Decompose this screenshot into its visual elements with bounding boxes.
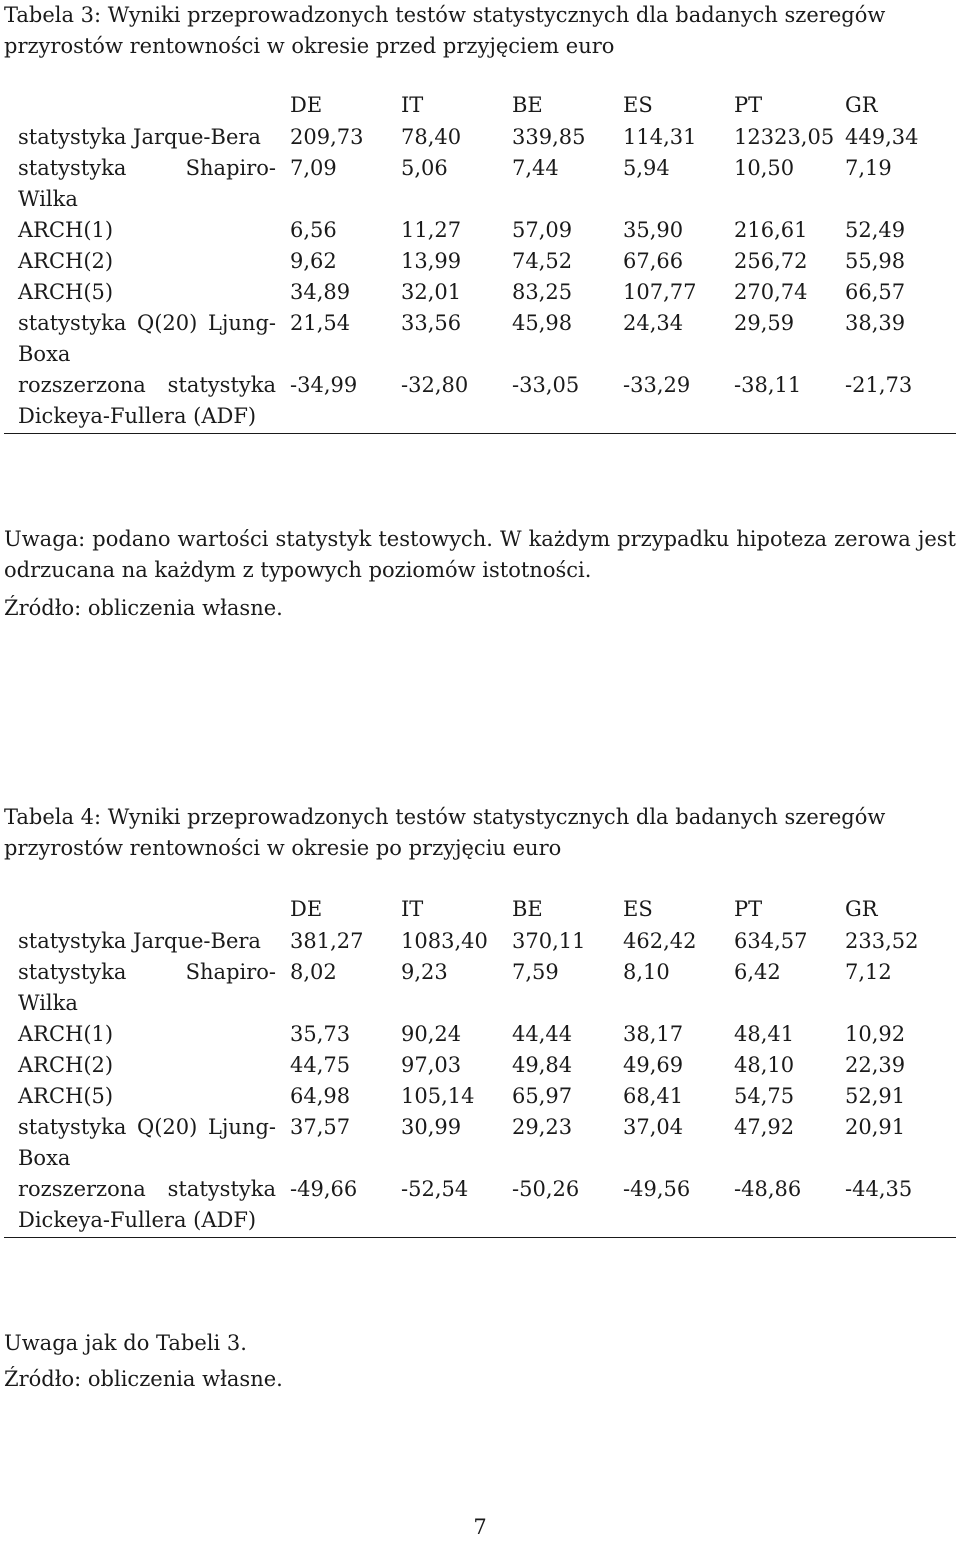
- table-cell: 37,57: [290, 1115, 351, 1139]
- row-label: statystyka Q(20) Ljung-Boxa: [18, 311, 276, 366]
- table-3-corner: [4, 70, 290, 122]
- table-cell: 38,39: [845, 311, 906, 335]
- table-cell: 5,06: [401, 156, 448, 180]
- table-cell: -32,80: [401, 373, 469, 397]
- table-cell: -34,99: [290, 373, 358, 397]
- table-cell: 67,66: [623, 249, 684, 273]
- table-row: [4, 122, 956, 153]
- table-cell: 44,44: [512, 1022, 573, 1046]
- table-cell: 6,56: [290, 218, 337, 242]
- table-cell: -44,35: [845, 1177, 913, 1201]
- table-cell: 55,98: [845, 249, 906, 273]
- table-row: [4, 1081, 956, 1112]
- table-cell: -33,05: [512, 373, 580, 397]
- table-cell: -33,29: [623, 373, 691, 397]
- table-3-col-header: BE: [512, 93, 543, 117]
- table-cell: 83,25: [512, 280, 573, 304]
- table-cell: 8,02: [290, 960, 337, 984]
- row-label: statystyka Q(20) Ljung-Boxa: [18, 1115, 276, 1170]
- table-cell: 21,54: [290, 311, 351, 335]
- table-cell: 74,52: [512, 249, 573, 273]
- row-label: ARCH(5): [18, 1084, 114, 1108]
- table-cell: 34,89: [290, 280, 351, 304]
- table-cell: -38,11: [734, 373, 802, 397]
- table-cell: 381,27: [290, 929, 364, 953]
- table-cell: -52,54: [401, 1177, 469, 1201]
- table-row: [4, 246, 956, 277]
- table-cell: 64,98: [290, 1084, 351, 1108]
- table-row: [4, 308, 956, 370]
- row-label: rozszerzona statystyka Dickeya-Fullera (ADF): [18, 1177, 276, 1232]
- table-cell: 462,42: [623, 929, 697, 953]
- table-row: [4, 1174, 956, 1238]
- table-row: [4, 370, 956, 434]
- table-3-col-header: DE: [290, 93, 323, 117]
- table-cell: 634,57: [734, 929, 808, 953]
- table-cell: 12323,05: [734, 125, 835, 149]
- table-row: [4, 926, 956, 957]
- table-cell: 256,72: [734, 249, 808, 273]
- table-cell: 10,50: [734, 156, 795, 180]
- table-4-caption: Tabela 4: Wyniki przeprowadzonych testów statystycznych dla badanych szeregów przyrostów rentowności w okresie po przyjęciu euro: [4, 805, 886, 860]
- table-cell: 114,31: [623, 125, 697, 149]
- table-cell: 9,23: [401, 960, 448, 984]
- table-3: [4, 70, 956, 434]
- table-cell: 7,59: [512, 960, 559, 984]
- table-cell: 7,44: [512, 156, 559, 180]
- table-cell: 7,19: [845, 156, 892, 180]
- table-row: [4, 1112, 956, 1174]
- table-cell: 90,24: [401, 1022, 462, 1046]
- table-cell: -49,66: [290, 1177, 358, 1201]
- table-cell: 97,03: [401, 1053, 462, 1077]
- table-cell: -21,73: [845, 373, 913, 397]
- table-cell: 105,14: [401, 1084, 475, 1108]
- table-3-col-header: IT: [401, 93, 424, 117]
- row-label: statystyka Shapiro-Wilka: [18, 156, 276, 211]
- table-cell: -48,86: [734, 1177, 802, 1201]
- table-row: [4, 215, 956, 246]
- table-cell: 9,62: [290, 249, 337, 273]
- table-4-note: Uwaga jak do Tabeli 3.: [4, 1331, 247, 1355]
- table-cell: 30,99: [401, 1115, 462, 1139]
- table-4-corner: [4, 874, 290, 926]
- row-label: statystyka Jarque-Bera: [18, 929, 261, 953]
- table-cell: 47,92: [734, 1115, 795, 1139]
- table-cell: 38,17: [623, 1022, 684, 1046]
- table-cell: -49,56: [623, 1177, 691, 1201]
- table-cell: 270,74: [734, 280, 808, 304]
- table-cell: 57,09: [512, 218, 573, 242]
- row-label: statystyka Jarque-Bera: [18, 125, 261, 149]
- table-4-header-row: [4, 874, 956, 926]
- table-cell: 49,84: [512, 1053, 573, 1077]
- table-3-source: Źródło: obliczenia własne.: [4, 596, 283, 620]
- table-4-source: Źródło: obliczenia własne.: [4, 1367, 283, 1391]
- table-cell: 54,75: [734, 1084, 795, 1108]
- table-cell: 11,27: [401, 218, 462, 242]
- table-4-col-header: GR: [845, 897, 878, 921]
- table-row: [4, 277, 956, 308]
- table-3-col-header: GR: [845, 93, 878, 117]
- table-cell: 29,23: [512, 1115, 573, 1139]
- table-cell: 48,10: [734, 1053, 795, 1077]
- table-cell: 44,75: [290, 1053, 351, 1077]
- table-3-col-header: PT: [734, 93, 763, 117]
- table-cell: 5,94: [623, 156, 670, 180]
- table-cell: 7,09: [290, 156, 337, 180]
- table-cell: 22,39: [845, 1053, 906, 1077]
- table-cell: 10,92: [845, 1022, 906, 1046]
- table-4-col-header: ES: [623, 897, 653, 921]
- table-4-col-header: BE: [512, 897, 543, 921]
- table-cell: 449,34: [845, 125, 919, 149]
- table-cell: 13,99: [401, 249, 462, 273]
- table-cell: 32,01: [401, 280, 462, 304]
- row-label: ARCH(2): [18, 1053, 114, 1077]
- table-3-caption: Tabela 3: Wyniki przeprowadzonych testów statystycznych dla badanych szeregów przyrostów rentowności w okresie przed przyjęciem euro: [4, 3, 886, 58]
- table-cell: 49,69: [623, 1053, 684, 1077]
- table-row: [4, 957, 956, 1019]
- table-cell: 6,42: [734, 960, 781, 984]
- table-cell: 45,98: [512, 311, 573, 335]
- table-row: [4, 153, 956, 215]
- table-cell: 216,61: [734, 218, 808, 242]
- table-cell: 8,10: [623, 960, 670, 984]
- row-label: statystyka Shapiro-Wilka: [18, 960, 276, 1015]
- row-label: ARCH(1): [18, 1022, 114, 1046]
- row-label: ARCH(5): [18, 280, 114, 304]
- table-cell: 29,59: [734, 311, 795, 335]
- table-row: [4, 1050, 956, 1081]
- table-cell: 20,91: [845, 1115, 906, 1139]
- table-cell: 339,85: [512, 125, 586, 149]
- row-label: ARCH(2): [18, 249, 114, 273]
- table-cell: 370,11: [512, 929, 586, 953]
- table-cell: 68,41: [623, 1084, 684, 1108]
- table-cell: 33,56: [401, 311, 462, 335]
- table-cell: 65,97: [512, 1084, 573, 1108]
- table-cell: 48,41: [734, 1022, 795, 1046]
- row-label: ARCH(1): [18, 218, 114, 242]
- table-cell: 78,40: [401, 125, 462, 149]
- table-4-col-header: DE: [290, 897, 323, 921]
- table-3-header-row: [4, 70, 956, 122]
- table-4-col-header: IT: [401, 897, 424, 921]
- table-cell: 35,90: [623, 218, 684, 242]
- table-4-col-header: PT: [734, 897, 763, 921]
- table-cell: 107,77: [623, 280, 697, 304]
- page-number: 7: [473, 1515, 487, 1539]
- table-3-note: Uwaga: podano wartości statystyk testowych. W każdym przypadku hipoteza zerowa jest odrzucana na każdym z typowych poziomów istotności.: [4, 527, 956, 582]
- table-cell: 233,52: [845, 929, 919, 953]
- table-cell: 52,91: [845, 1084, 906, 1108]
- table-cell: 52,49: [845, 218, 906, 242]
- row-label: rozszerzona statystyka Dickeya-Fullera (ADF): [18, 373, 276, 428]
- table-cell: 7,12: [845, 960, 892, 984]
- table-cell: 66,57: [845, 280, 906, 304]
- table-cell: 37,04: [623, 1115, 684, 1139]
- table-4: [4, 874, 956, 1238]
- table-row: [4, 1019, 956, 1050]
- table-cell: 24,34: [623, 311, 684, 335]
- table-3-col-header: ES: [623, 93, 653, 117]
- table-cell: -50,26: [512, 1177, 580, 1201]
- table-cell: 209,73: [290, 125, 364, 149]
- table-cell: 35,73: [290, 1022, 351, 1046]
- table-cell: 1083,40: [401, 929, 488, 953]
